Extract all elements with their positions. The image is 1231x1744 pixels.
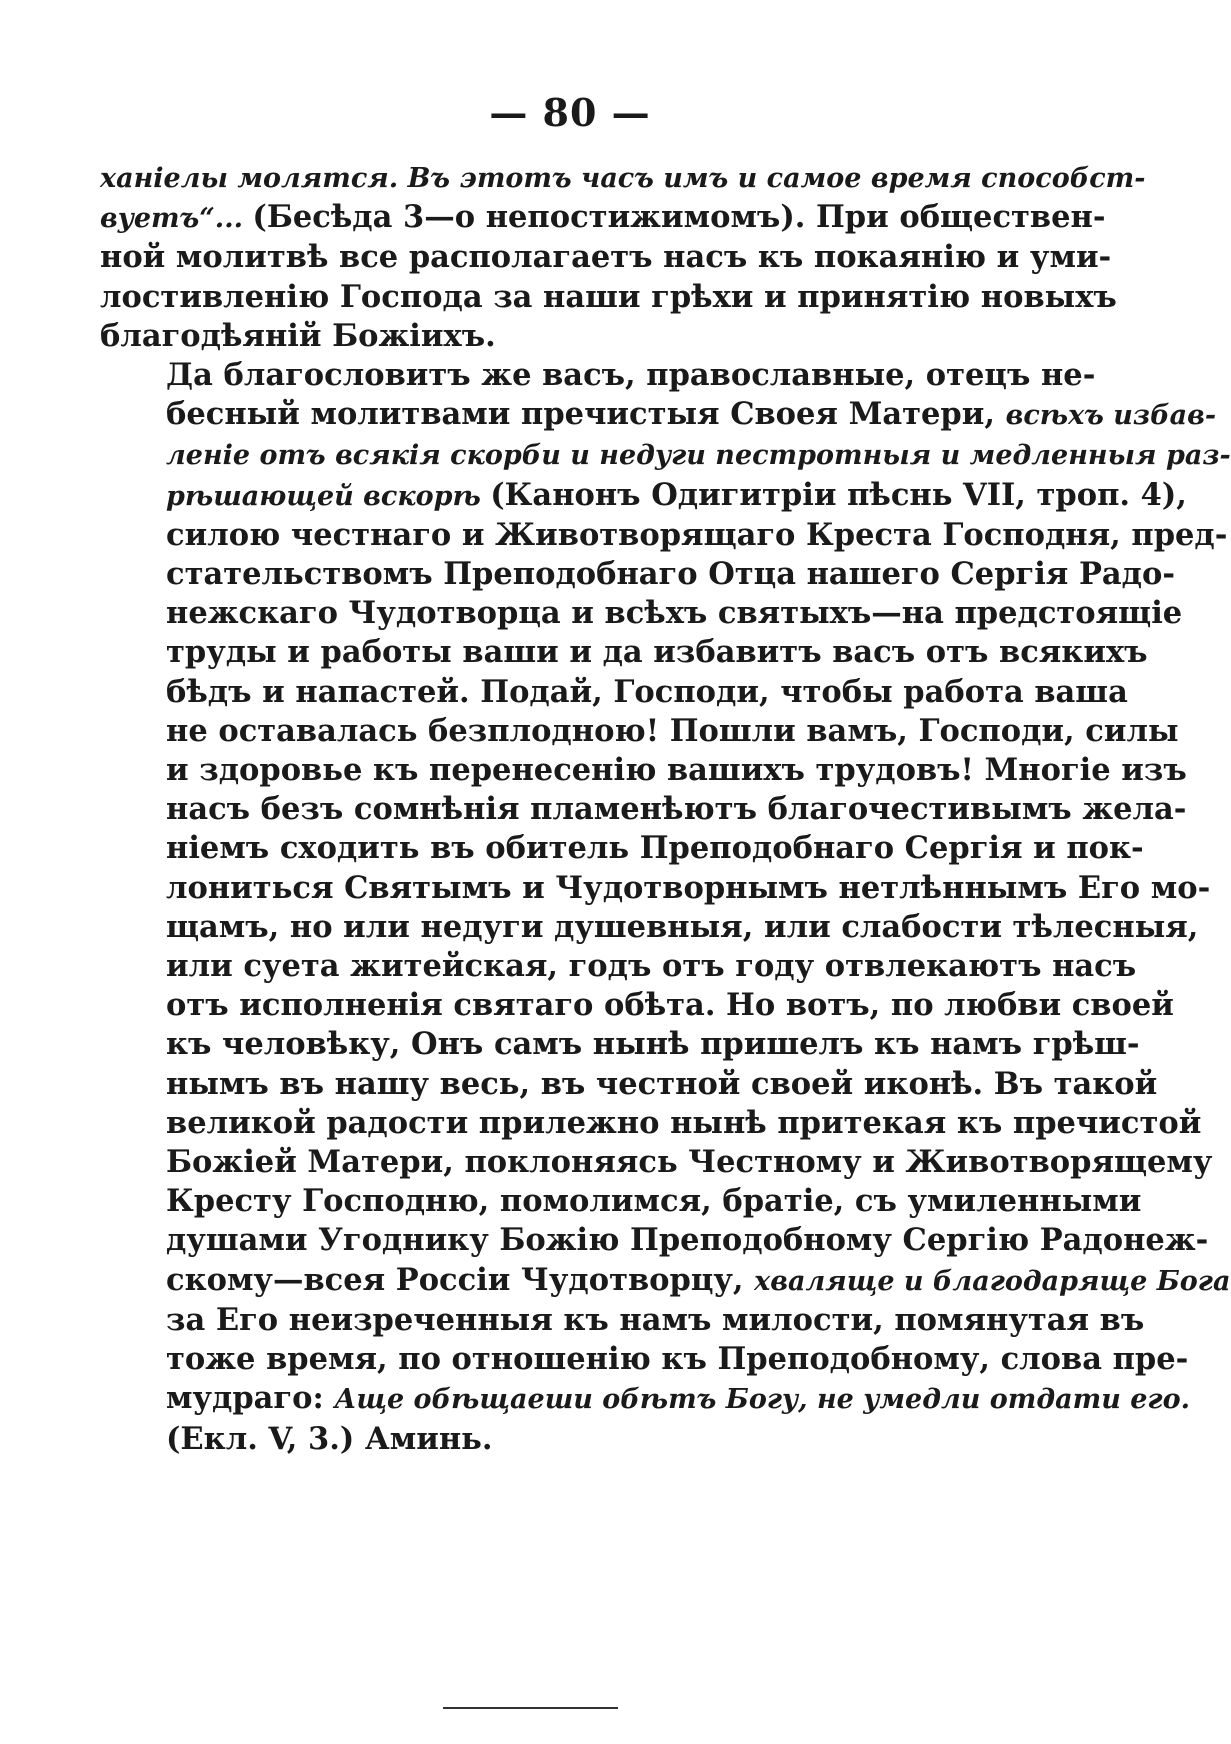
text-line [100,516,1228,555]
italic-quote-text: Аще обѣщаеши обѣтъ Богу, не умедли отдати его. [334,1384,1191,1416]
text-line [100,238,1112,277]
paragraph-sermon-blessing [100,356,1231,1459]
text-run: труды и работы ваши и да избавитъ васъ отъ всякихъ [166,634,1148,671]
text-line [100,1025,1140,1064]
text-line [100,278,1117,317]
text-line [100,790,1187,829]
text-run: силою честнаго и Животворящаго Креста Господня, пред- [166,516,1228,553]
text-run: нежскаго Чудотворца и всѣхъ святыхъ—на предстоящiе [166,595,1183,632]
text-run: лостивленiю Господа за наши грѣхи и принятiю новыхъ [100,278,1117,315]
text-line [100,1379,1191,1419]
text-line [100,947,1137,986]
text-line [100,158,1146,198]
text-line [100,1301,1145,1340]
paragraph-continuation [100,158,1146,356]
text-run: Божiей Матери, поклоняясь Честному и Животворящему [166,1144,1213,1181]
text-run: за Его неизреченныя къ намъ милости, помянутая въ [166,1301,1145,1338]
text-run: тоже время, по отношенiю къ Преподобному, слова пре- [166,1341,1189,1378]
text-line [100,712,1179,751]
text-run: (Канонъ Одигитрiи пѣснь VII, троп. 4), [490,476,1187,513]
italic-quote-text: всѣхъ избав- [1005,400,1217,432]
text-line [100,594,1183,633]
text-line [100,476,1187,516]
text-run: душами Угоднику Божiю Преподобному Сергiю Радонеж- [166,1222,1209,1259]
text-line [100,1340,1189,1379]
text-run: скому—всея Россiи Чудотворцу, [166,1261,755,1298]
text-run: отъ исполненiя святаго обѣта. Но вотъ, по любви своей [166,987,1174,1024]
text-run: или суета житейская, годъ отъ году отвлекаютъ насъ [166,948,1137,985]
text-line [100,633,1148,672]
text-line [100,198,1106,238]
text-run: не оставалась безплодною! Пошли вамъ, Господи, силы [166,712,1179,749]
text-run: бесный молитвами пречистыя Своея Матери, [166,396,1006,433]
text-run: (Екл. V, 3.) Аминь. [166,1420,493,1457]
text-run: ной молитвѣ все располагаетъ насъ къ покаянiю и уми- [100,239,1112,276]
text-line [100,908,1199,947]
body-text [100,158,1231,1459]
text-line [100,869,1211,908]
closing-rule [443,1707,618,1709]
text-run: мудраго: [166,1380,335,1417]
text-line [100,1182,1142,1221]
text-line [100,317,992,356]
text-line [100,356,1096,395]
text-run: великой радости прилежно нынѣ притекая къ пречистой [166,1104,1202,1141]
italic-quote-text: ханiелы молятся. Въ этотъ часъ имъ и самое время способст- [100,163,1146,194]
text-line [100,986,1174,1025]
text-line [100,1143,1213,1182]
text-line [100,1104,1202,1143]
text-run: бѣдъ и напастей. Подай, Господи, чтобы работа ваша [166,673,1128,710]
text-line [100,751,1187,790]
text-line [100,829,1144,868]
text-run: Да благословитъ же васъ, православные, отецъ не- [166,357,1096,394]
italic-quote-text: рѣшающей вскорѣ [166,480,491,512]
text-run: нiемъ сходить въ обитель Преподобнаго Сергiя и пок- [166,830,1144,867]
text-run: лониться Святымъ и Чудотворнымъ нетлѣннымъ Его мо- [166,869,1211,906]
text-line [100,1261,1231,1301]
italic-quote-text: хваляще и благодаряще Бога [754,1265,1231,1297]
text-run: щамъ, но или недуги душевныя, или слабости тѣлесныя, [166,908,1199,945]
page-number: — 80 — [489,90,651,135]
text-line [100,673,1128,712]
text-line [100,435,1231,475]
italic-quote-text: ленiе отъ всякiя скорби и недуги пестротныя и медленныя раз- [166,440,1231,472]
text-line [100,395,1217,435]
text-line [100,555,1175,594]
text-line [100,1221,1209,1260]
text-line [100,1065,1158,1104]
text-run: и здоровье къ перенесенiю вашихъ трудовъ! Многiе изъ [166,752,1187,789]
text-run: къ человѣку, Онъ самъ нынѣ пришелъ къ намъ грѣш- [166,1026,1140,1063]
text-run: Кресту Господню, помолимся, братiе, съ умиленными [166,1183,1142,1220]
text-run: стательствомъ Преподобнаго Отца нашего Сергiя Радо- [166,556,1175,593]
text-run: нымъ въ нашу весь, въ честной своей иконѣ. Въ такой [166,1065,1158,1102]
text-line [100,1420,992,1459]
text-run: благодѣянiй Божiихъ. [100,317,496,354]
italic-quote-text: вуетъ“... [100,203,253,235]
text-run: (Бесѣда 3—о непостижимомъ). При обществен- [252,199,1106,236]
text-run: насъ безъ сомнѣнiя пламенѣютъ благочестивымъ жела- [166,791,1187,828]
